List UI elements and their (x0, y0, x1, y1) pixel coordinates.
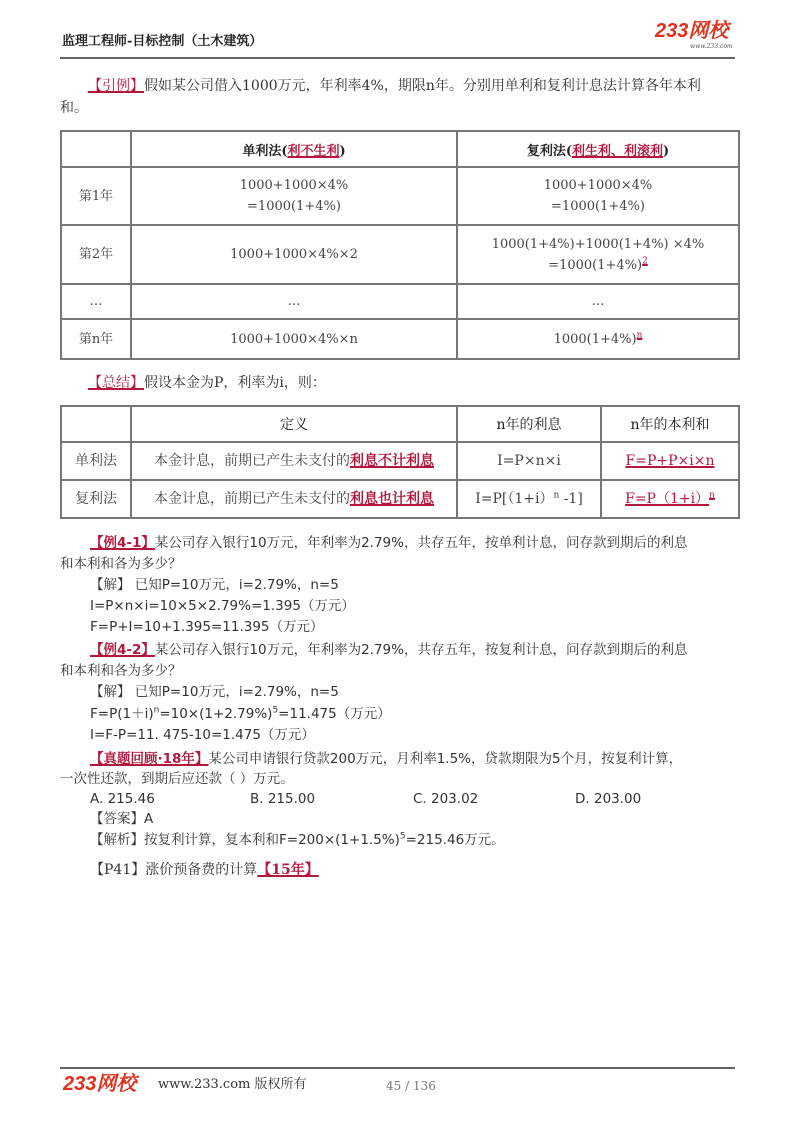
footer-logo: 233网校 (63, 1073, 137, 1095)
table-row: 第2年 1000+1000×4%×2 1000(1+4%)+1000(1+4%) ×4% $=1000(1+4\%)^2$ (61, 225, 739, 284)
footer-divider (60, 1067, 735, 1069)
analysis: 【解析】按复利计算，复本利和$F=200\times(1+1.5\%)^5=215.46$万元。 (90, 831, 505, 848)
example-4-2: 【例4-2】某公司存入银行10万元，年利率为2.79%，共存五年，按复利计息，问存款到期后的利息 (90, 642, 688, 658)
option-a: A. 215.46 (90, 791, 155, 807)
answer: 【答案】A (90, 811, 154, 827)
intro-line-1 (88, 77, 701, 95)
example-4-1-solution: 【解】 已知P=10万元，i=2.79%，n=5 (90, 577, 339, 593)
summary-line: 【总结】假设本金为P，利率为i，则： (88, 375, 326, 391)
table-row: 复利法 本金计息，前期已产生未支付的利息也计利息 $I=P[(1+i)^n$ -1] $F=P(1+i)^n$ (61, 480, 739, 518)
option-b: B. 215.00 (250, 791, 316, 807)
header-logo: 233网校 (655, 20, 729, 42)
exam-question-line2: 一次性还款，到期后应还款（ ）万元。 (60, 771, 294, 787)
intro-text: 假如某公司借入1000万元，年利率4%，期限n年。分别用单利和复利计息法计算各年本利 (144, 78, 701, 94)
example-4-2-line2: 和本利和各为多少？ (60, 663, 182, 679)
intro-line-2: 和。 (60, 100, 88, 116)
header-simple: 单利法(利不生利) (131, 131, 457, 167)
footer-copyright: www.233.com 版权所有 (158, 1077, 307, 1092)
p41-heading: 【P41】涨价预备费的计算【15年】 (90, 862, 319, 878)
header-divider (60, 57, 735, 59)
table-row: 第n年 1000+1000×4%×n $1000(1+4\%)^n$ (61, 319, 739, 359)
example-4-1: 【例4-1】某公司存入银行10万元，年利率为2.79%，共存五年，按单利计息，问存款到期后的利息 (90, 535, 688, 551)
table-row: 单利法 本金计息，前期已产生未支付的利息不计利息 I=P×n×i F=P+P×i×n (61, 442, 739, 480)
exam-question: 【真题回顾·18年】某公司申请银行贷款200万元，月利率1.5%，贷款期限为5个月，按复利计算， (90, 751, 683, 767)
header-compound: 复利法(利生利、利滚利) (457, 131, 739, 167)
page-number: 45 / 136 (386, 1079, 436, 1093)
intro-tag: 【引例】 (88, 78, 144, 94)
example-4-1-line2: 和本利和各为多少？ (60, 556, 182, 572)
header-logo-url: www.233.com (690, 43, 733, 50)
header-title: 监理工程师-目标控制（土木建筑） (62, 34, 263, 49)
example-4-1-calc-2: F=P+I=10+1.395=11.395（万元） (90, 619, 324, 635)
table-row: … … … (61, 284, 739, 319)
option-c: C. 203.02 (413, 791, 479, 807)
comparison-table (60, 130, 740, 360)
example-4-2-calc-1: $F=P(1+i)^n=10\times(1+2.79\%)^5=11.475$（万元） (90, 705, 391, 722)
example-4-1-calc-1: I=P×n×i=10×5×2.79%=1.395（万元） (90, 598, 355, 614)
table-row: 第1年 1000+1000×4% =1000(1+4%) 1000+1000×4% =1000(1+4%) (61, 167, 739, 225)
example-4-2-solution: 【解】 已知P=10万元，i=2.79%，n=5 (90, 684, 339, 700)
option-d: D. 203.00 (575, 791, 642, 807)
example-4-2-calc-2: I=F-P=11. 475-10=1.475（万元） (90, 727, 315, 743)
summary-table: 定义 n年的利息 n年的本利和 单利法 本金计息，前期已产生未支付的利息不计利息 I=P×n×i F=P+P×i×n 复利法 本金计息，前期已产生未支付的利息也计利息 $I=P[(1+i)^n$ -1] $F=P(1+i)^n$ (60, 405, 740, 519)
